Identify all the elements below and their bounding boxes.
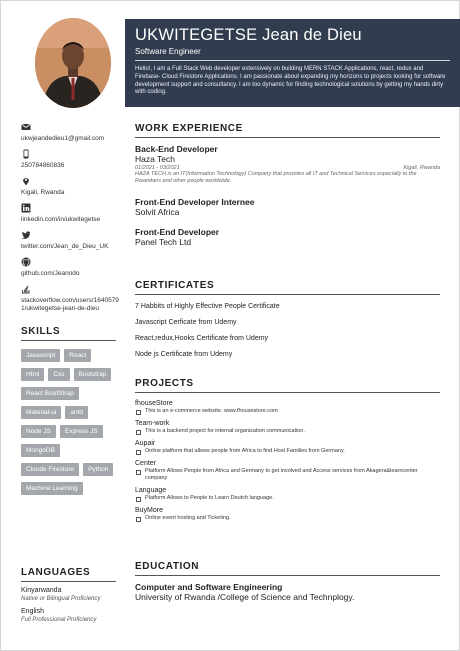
contact-twitter-text: twitter.com/Jean_de_Dieu_UK <box>21 243 109 250</box>
project-name: BuyMore <box>135 507 164 514</box>
language-level: Full Professional Proficiency <box>21 617 97 623</box>
project-name: Aupair <box>135 440 156 447</box>
project-name: Language <box>135 487 167 494</box>
project-item <box>135 506 440 522</box>
project-item <box>135 419 440 435</box>
skill-tag: Machine Learning <box>21 482 83 495</box>
education-section <box>135 561 440 602</box>
job-item <box>135 197 440 217</box>
skill-tag: Css <box>48 368 69 381</box>
language-name: Kinyarwanda <box>21 587 62 594</box>
skill-tag: MongoDB <box>21 444 60 457</box>
job-dates: 01/2021 - 03/2021 <box>135 165 180 171</box>
contact-stackoverflow-text: stackoverflow.com/users/16405791/ukwitegetse-jean-de-dieu <box>21 297 119 312</box>
contact-linkedin[interactable] <box>21 203 119 224</box>
contact-list <box>21 122 119 319</box>
summary-text: Hello!, I am a Full Stack Web developer extensively on building MERN STACK Applications, react, redux and Firebase- Cloud Firestore Applications. I am passionate about expanding my horizons to projects looking for software development support and consultancy. I am too dynamic for finding technological solutions by getting my hands dirty with coding. <box>135 66 446 96</box>
language-name: English <box>21 608 44 615</box>
mail-icon <box>21 122 31 132</box>
contact-stackoverflow[interactable] <box>21 284 119 313</box>
certificate-item: 7 Habbits of Highly Effective People Certificate <box>135 303 280 310</box>
contact-location <box>21 176 119 197</box>
education-school: University of Rwanda /College of Science and Technplogy. <box>135 592 355 602</box>
job-company: Panel Tech Ltd <box>135 237 192 247</box>
project-desc: Online event hosting and Ticketing. <box>135 515 440 522</box>
linkedin-icon <box>21 203 31 213</box>
skills-tags <box>21 349 121 501</box>
experience-title: WORK EXPERIENCE <box>135 123 440 138</box>
skills-title: SKILLS <box>21 326 116 341</box>
skill-tag: React BootStrap <box>21 387 79 400</box>
skill-tag: Express JS <box>60 425 103 438</box>
project-name: Center <box>135 460 157 467</box>
projects-section <box>135 378 440 522</box>
location-icon <box>21 176 31 186</box>
project-item <box>135 459 440 482</box>
languages-section <box>21 567 121 624</box>
job-role: Software Engineer <box>135 47 201 56</box>
project-item <box>135 439 440 455</box>
certificates-title: CERTIFICATES <box>135 280 440 295</box>
skill-tag: Python <box>83 463 113 476</box>
contact-github[interactable] <box>21 257 119 278</box>
header-banner <box>125 19 460 107</box>
project-desc: Platform Allows People from Africa and Germany to get involved and Access services from Akagera&learncenter company <box>135 468 440 482</box>
header-divider <box>135 60 450 61</box>
skill-tag: Cloude Firestore <box>21 463 79 476</box>
skill-tag: Bootstrap <box>74 368 112 381</box>
skill-tag: React <box>64 349 91 362</box>
job-title: Front-End Developer <box>135 227 220 237</box>
job-company: Solvit Africa <box>135 207 180 217</box>
job-item <box>135 227 440 247</box>
contact-linkedin-text: linkedin.com/in/ukwitegetse <box>21 216 101 223</box>
languages-title: LANGUAGES <box>21 567 116 582</box>
job-title: Front-End Developer Internee <box>135 197 255 207</box>
person-name: UKWITEGETSE Jean de Dieu <box>135 26 362 44</box>
skill-tag: Material-ui <box>21 406 61 419</box>
contact-phone-text: 250784860836 <box>21 162 65 169</box>
job-description: HAZA TECH is an IT(Information Technology) Company that provides all IT and Technical Services especially to the Rwandans and other people worldwide. <box>135 171 417 184</box>
contact-github-text: github.com/Jeanndo <box>21 270 80 277</box>
twitter-icon <box>21 230 31 240</box>
job-title: Back-End Developer <box>135 144 218 154</box>
project-name: fhouseStore <box>135 400 173 407</box>
profile-photo <box>35 18 111 108</box>
skills-section <box>21 326 121 501</box>
certificate-item: Node js Certificate from Udemy <box>135 351 233 358</box>
education-title: EDUCATION <box>135 561 440 576</box>
project-name: Team-work <box>135 420 170 427</box>
skill-tag: antd <box>65 406 88 419</box>
contact-email[interactable] <box>21 122 119 143</box>
contact-location-text: Kigali, Rwanda <box>21 189 65 196</box>
project-item <box>135 486 440 502</box>
contact-email-text: ukwjeandedieu1@gmail.com <box>21 135 105 142</box>
language-level: Native or Bilingual Proficiency <box>21 596 101 602</box>
project-desc: This is an e-commerce website. www.fhousestore.com <box>135 408 440 415</box>
stackoverflow-icon <box>21 284 31 294</box>
job-company: Haza Tech <box>135 154 176 164</box>
project-desc: This is a backend project for internal organization communication. <box>135 428 440 435</box>
contact-twitter[interactable] <box>21 230 119 251</box>
certificate-item: React,redux,Hooks Certificate from Udemy <box>135 335 269 342</box>
project-desc: Online platform that allows people from Africa to find Host Families from Germany. <box>135 448 440 455</box>
job-item <box>135 144 440 185</box>
skill-tag: Html <box>21 368 44 381</box>
github-icon <box>21 257 31 267</box>
education-degree: Computer and Software Engineering <box>135 582 283 592</box>
skill-tag: Node JS <box>21 425 56 438</box>
certificate-item: Javascript Cerficate from Udemy <box>135 319 237 326</box>
certificates-section <box>135 280 440 359</box>
language-item <box>21 608 121 624</box>
project-desc: Platform Allows to People to Learn Deutch language. <box>135 495 440 502</box>
skill-tag: Javascript <box>21 349 60 362</box>
job-location: Kigali, Rwanda <box>403 165 440 171</box>
phone-icon <box>21 149 31 159</box>
language-item <box>21 587 121 603</box>
contact-phone[interactable] <box>21 149 119 170</box>
projects-title: PROJECTS <box>135 378 440 393</box>
experience-section <box>135 123 440 247</box>
project-item <box>135 399 440 415</box>
